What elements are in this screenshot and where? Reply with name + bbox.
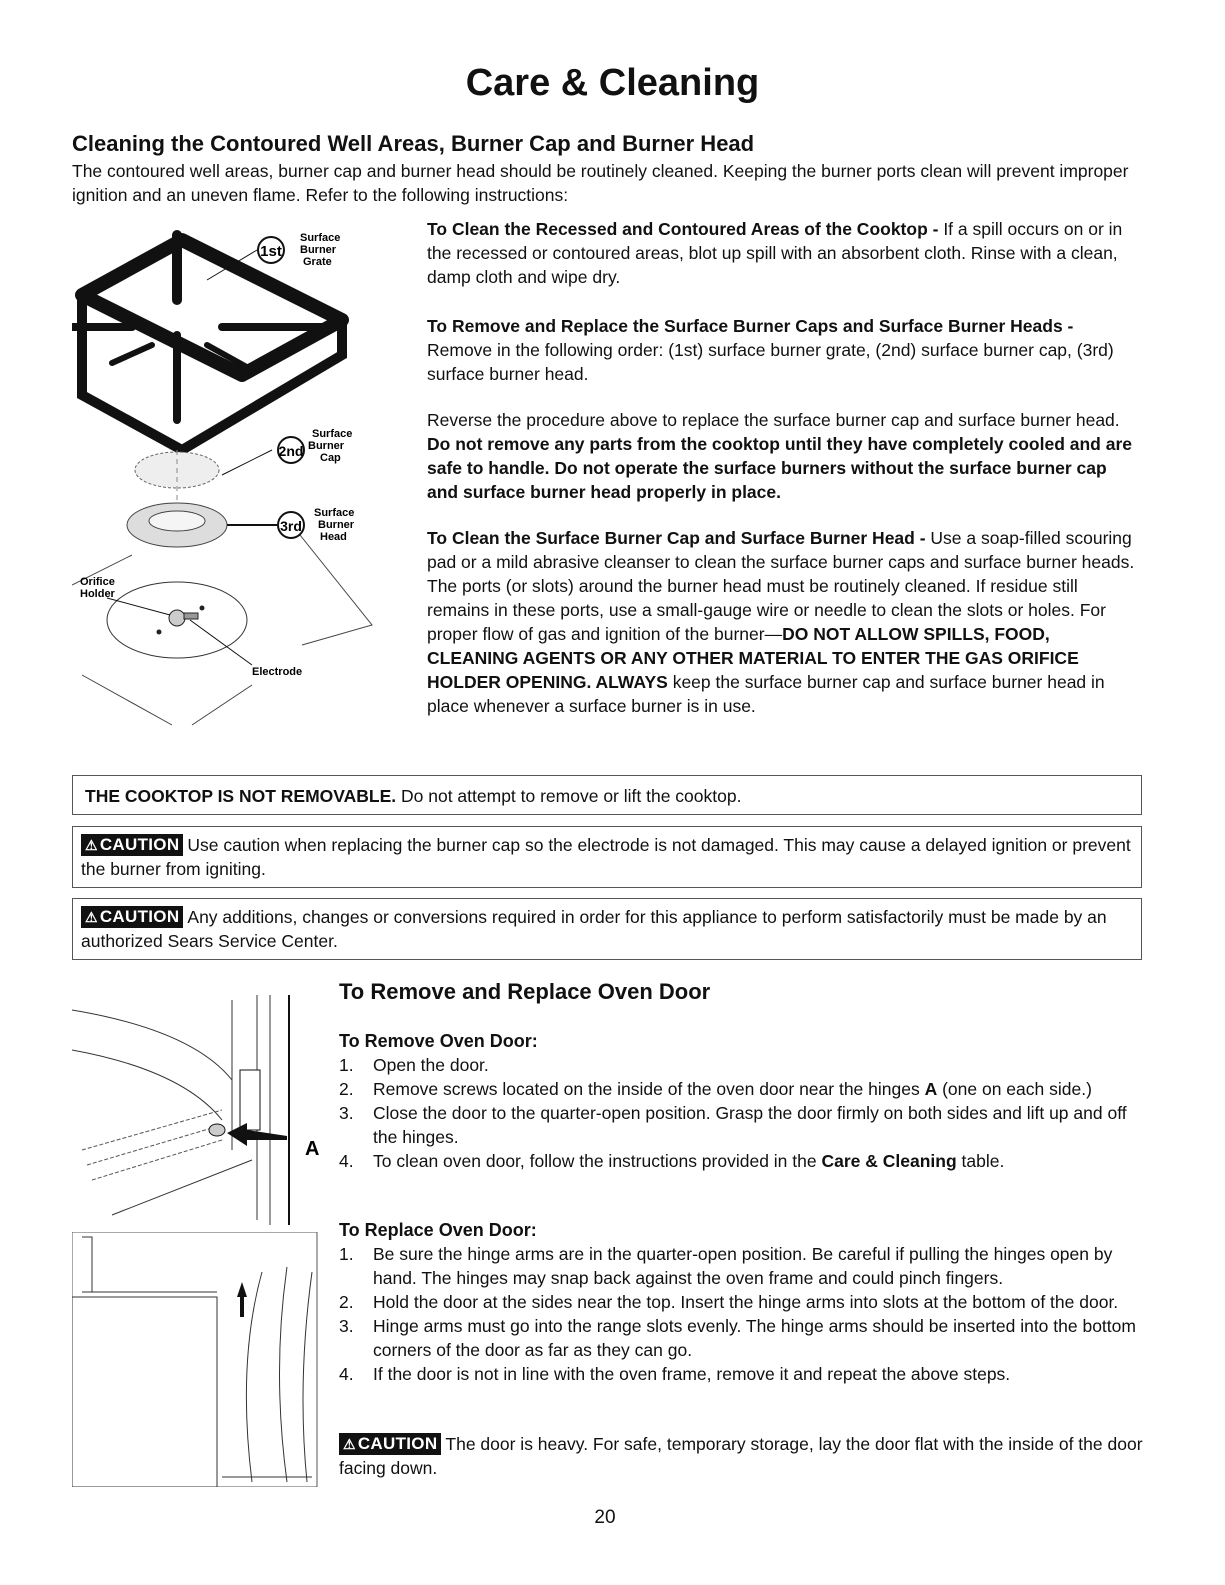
- section-heading-contoured-well: Cleaning the Contoured Well Areas, Burner Cap and Burner Head: [72, 131, 755, 156]
- grate-label-line2: Burner: [300, 244, 337, 256]
- warning-triangle-icon: ⚠: [85, 909, 98, 925]
- reverse-procedure-text: Reverse the procedure above to replace the surface burner cap and surface burner head.: [427, 410, 1120, 430]
- burner-diagram: [72, 225, 402, 740]
- head-label-line1: Surface: [314, 507, 355, 519]
- cooktop-not-removable-notice: [72, 775, 1142, 815]
- remove-replace-caps-lead: To Remove and Replace the Surface Burner Caps and Surface Burner Heads -: [427, 316, 1074, 336]
- page-number: 20: [594, 1507, 616, 1528]
- hinge-illustration: [240, 1070, 260, 1130]
- step-1st-badge: [258, 237, 284, 263]
- remove-oven-door-heading: To Remove Oven Door:: [339, 1031, 538, 1051]
- list-item: 3. Close the door to the quarter-open position. Grasp the door firmly on both sides and lift up and off the hinges.: [339, 1103, 1127, 1147]
- replace-steps-list: [339, 1242, 1144, 1386]
- notice-text: Do not attempt to remove or lift the cooktop.: [396, 786, 742, 806]
- caution-electrode-text: Use caution when replacing the burner cap so the electrode is not damaged. This may cause a delayed ignition or prevent the burner from igniting.: [81, 835, 1131, 879]
- orifice-holder-illustration: [169, 610, 185, 626]
- caution-badge-label: CAUTION: [357, 1434, 438, 1453]
- reverse-procedure-paragraph: [427, 408, 1142, 504]
- replace-oven-door-block: [339, 1218, 1144, 1386]
- oven-door-replace-diagram: [72, 1232, 322, 1487]
- caution-box-service: [72, 898, 1142, 960]
- caution-box-electrode: [72, 826, 1142, 888]
- clean-cap-head-paragraph: [427, 526, 1142, 718]
- step-2nd-text: 2nd: [278, 443, 304, 459]
- grate-label-line3: Grate: [303, 256, 332, 268]
- clean-recessed-paragraph: [427, 217, 1142, 289]
- notice-bold: THE COOKTOP IS NOT REMOVABLE.: [85, 786, 397, 806]
- caution-badge-label: CAUTION: [99, 907, 180, 926]
- remove-replace-caps-text: Remove in the following order: (1st) surface burner grate, (2nd) surface burner cap, (3rd) surface burner head.: [427, 340, 1114, 384]
- remove-replace-caps-paragraph: [427, 314, 1142, 386]
- list-item: 4. If the door is not in line with the oven frame, remove it and repeat the above steps.: [339, 1364, 1011, 1384]
- head-label-line2: Burner: [318, 519, 355, 531]
- list-item: 2. Remove screws located on the inside of the oven door near the hinges A (one on each side.): [339, 1079, 1092, 1099]
- clean-recessed-lead: To Clean the Recessed and Contoured Areas of the Cooktop -: [427, 219, 939, 239]
- list-item: 1. Be sure the hinge arms are in the quarter-open position. Be careful if pulling the hinges open by hand. The hinges may snap back against the oven frame and could pinch fingers.: [339, 1244, 1113, 1288]
- step-3rd-text: 3rd: [280, 518, 302, 534]
- oven-hinge-diagram: [72, 990, 332, 1230]
- replace-oven-door-heading: To Replace Oven Door:: [339, 1220, 537, 1240]
- burner-grate-illustration: [72, 235, 342, 450]
- caution-badge: [81, 834, 183, 856]
- electrode-label: Electrode: [252, 666, 303, 678]
- orifice-label-line1: Orifice: [80, 576, 115, 588]
- section-intro: The contoured well areas, burner cap and burner head should be routinely cleaned. Keeping the burner ports clean will prevent improper ignition and an uneven flame. Refer to the following instructions:: [72, 161, 1129, 205]
- step-1st-text: 1st: [260, 243, 282, 260]
- cap-label-line3: Cap: [320, 452, 341, 464]
- head-label-line3: Head: [320, 531, 347, 543]
- reverse-procedure-warning: Do not remove any parts from the cooktop until they have completely cooled and are safe to handle. Do not operate the surface burners without the surface burner cap and surface burner head properly in place.: [427, 434, 1133, 502]
- hinge-screw-illustration: [209, 1124, 225, 1136]
- orifice-label-line2: Holder: [80, 588, 115, 600]
- list-item: 4. To clean oven door, follow the instructions provided in the Care & Cleaning table.: [339, 1151, 1005, 1171]
- cap-label-line1: Surface: [312, 428, 353, 440]
- page-title: Care & Cleaning: [465, 62, 760, 104]
- clean-cap-head-warning: DO NOT ALLOW SPILLS, FOOD, CLEANING AGENTS OR ANY OTHER MATERIAL TO ENTER THE GAS ORIFICE HOLDER OPENING. ALWAYS: [427, 624, 1079, 692]
- clean-cap-head-text: Use a soap-filled scouring pad or a mild abrasive cleanser to clean the surface burner caps and surface burner heads. The ports (or slots) around the burner head must be routinely cleaned. If residue still remains in these ports, use a small-gauge wire or needle to clean the slots or holes. For proper flow of gas and ignition of the burner—: [427, 528, 1135, 644]
- section-heading-oven-door: To Remove and Replace Oven Door: [339, 979, 711, 1004]
- caution-badge: [339, 1433, 441, 1455]
- caution-badge: [81, 906, 183, 928]
- warning-triangle-icon: ⚠: [343, 1436, 356, 1452]
- list-item: 1. Open the door.: [339, 1055, 489, 1075]
- up-arrow-icon: [237, 1282, 247, 1317]
- caution-door-text: The door is heavy. For safe, temporary storage, lay the door flat with the inside of the door facing down.: [339, 1434, 1143, 1478]
- electrode-illustration: [184, 613, 198, 619]
- step-2nd-badge: [278, 437, 304, 463]
- list-item: 2. Hold the door at the sides near the top. Insert the hinge arms into slots at the bottom of the door.: [339, 1292, 1119, 1312]
- caution-service-text: Any additions, changes or conversions required in order for this appliance to perform satisfactorily must be made by an authorized Sears Service Center.: [81, 907, 1107, 951]
- remove-oven-door-block: [339, 1029, 1144, 1173]
- step-3rd-badge: [278, 512, 304, 538]
- hinge-label-a: A: [305, 1138, 320, 1160]
- clean-cap-head-lead: To Clean the Surface Burner Cap and Surface Burner Head -: [427, 528, 926, 548]
- grate-label-line1: Surface: [300, 232, 341, 244]
- clean-recessed-text: If a spill occurs on or in the recessed or contoured areas, blot up spill with an absorbent cloth. Rinse with a clean, damp cloth and wipe dry.: [427, 219, 1123, 287]
- warning-triangle-icon: ⚠: [85, 837, 98, 853]
- caution-door-heavy: [339, 1432, 1144, 1480]
- caution-badge-label: CAUTION: [99, 835, 180, 854]
- list-item: 3. Hinge arms must go into the range slots evenly. The hinge arms should be inserted into the bottom corners of the door as far as they can go.: [339, 1316, 1136, 1360]
- clean-cap-head-end: keep the surface burner cap and surface burner head in place whenever a surface burner is in use.: [427, 672, 1105, 716]
- remove-steps-list: [339, 1053, 1144, 1173]
- cap-label-line2: Burner: [308, 440, 345, 452]
